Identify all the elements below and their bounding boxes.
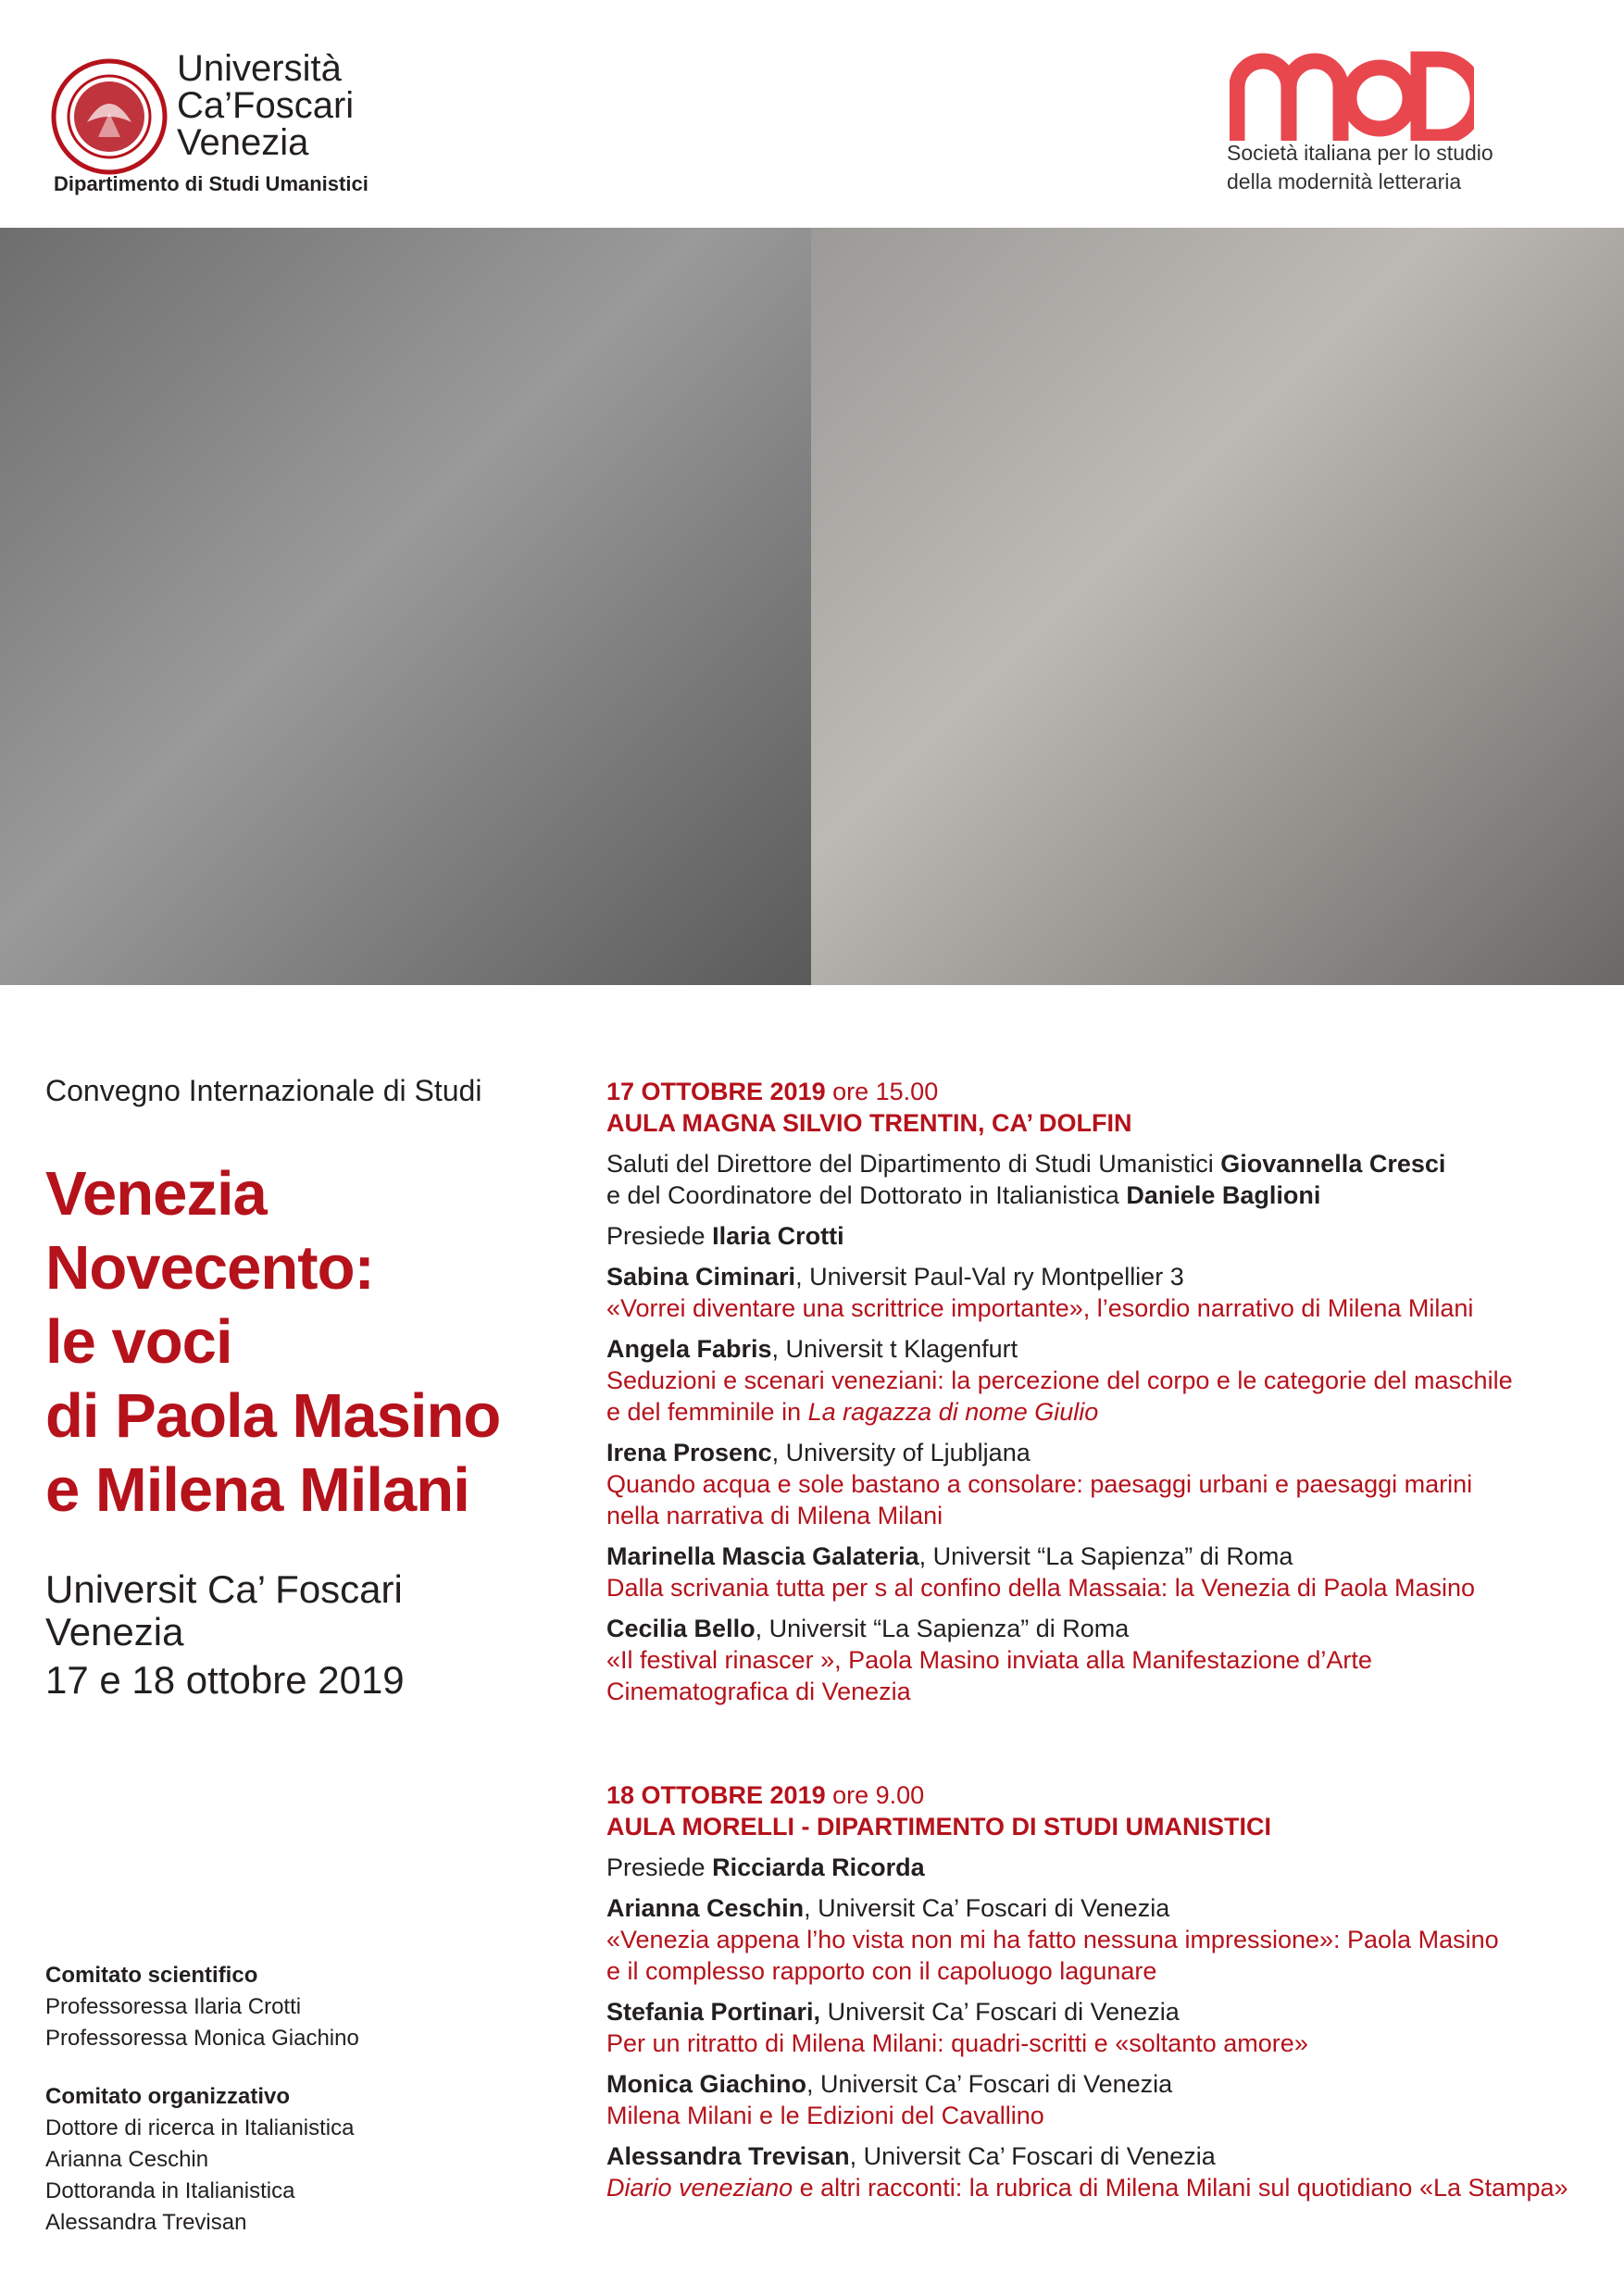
greetings-text: e del Coordinatore del Dottorato in Italianistica (606, 1181, 1127, 1209)
portrait-photo-paola-masino (0, 228, 811, 985)
talk (606, 2140, 1568, 2203)
university-name (177, 50, 354, 161)
talk-title: e altri racconti: la rubrica di Milena Milani sul quotidiano «La Stampa» (793, 2174, 1568, 2202)
university-seal-logo (50, 57, 169, 176)
event-title (45, 1157, 500, 1528)
talk-title: e del femminile in (606, 1398, 808, 1426)
event-title-line: Venezia (45, 1159, 267, 1229)
talk-speaker: Monica Giachino (606, 2070, 807, 2098)
university-name-line: Università (177, 48, 342, 89)
event-title-line: di Paola Masino (45, 1381, 501, 1451)
talk-title: «Venezia appena l’ho vista non mi ha fatto nessuna impressione»: Paola Masino (606, 1926, 1499, 1953)
talk-title: Quando acqua e sole bastano a consolare: paesaggi urbani e paesaggi marini (606, 1470, 1473, 1498)
talk-speaker: Sabina Ciminari (606, 1263, 796, 1291)
talk-title: Milena Milani e le Edizioni del Cavallino (606, 2102, 1044, 2129)
department-name: Dipartimento di Studi Umanistici (54, 172, 369, 195)
talk-title: Cinematografica di Venezia (606, 1678, 911, 1705)
talk (606, 1333, 1513, 1428)
committee-member: Dottoranda in Italianistica (45, 2178, 295, 2203)
talk-title: «Il festival rinascer », Paola Masino inviata alla Manifestazione d’Arte (606, 1646, 1372, 1674)
talk-affiliation: , Universit “La Sapienza” di Roma (918, 1542, 1293, 1570)
talk-speaker: Irena Prosenc (606, 1439, 772, 1466)
mod-logo (1230, 44, 1474, 141)
program-day-1 (606, 1076, 1513, 1707)
talk (606, 1892, 1568, 1987)
talk (606, 1541, 1513, 1603)
event-title-line: Novecento: (45, 1233, 374, 1303)
event-place-line: Universit Ca’ Foscari (45, 1567, 403, 1611)
event-title-line: e Milena Milani (45, 1455, 469, 1525)
talk-speaker: Stefania Portinari, (606, 1998, 821, 2026)
talk-affiliation: , Universit Ca’ Foscari di Venezia (806, 2070, 1173, 2098)
talk-affiliation: , Universit t Klagenfurt (771, 1335, 1018, 1363)
mod-subtitle-line: della modernità letteraria (1227, 169, 1462, 193)
talk-speaker: Arianna Ceschin (606, 1894, 805, 1922)
committee-member: Professoressa Monica Giachino (45, 2026, 359, 2051)
talk-speaker: Cecilia Bello (606, 1615, 756, 1642)
day-time: ore 9.00 (832, 1781, 925, 1809)
talk-affiliation: , Universit Ca’ Foscari di Venezia (849, 2142, 1216, 2170)
committee-heading: Comitato scientifico (45, 1963, 258, 1988)
greetings-name: Giovannella Cresci (1220, 1150, 1446, 1178)
talk-speaker: Angela Fabris (606, 1335, 772, 1363)
event-place-date (45, 1568, 405, 1702)
talk-title: Dalla scrivania tutta per s al confino della Massaia: la Venezia di Paola Masino (606, 1574, 1476, 1602)
talk-affiliation: Universit Ca’ Foscari di Venezia (820, 1998, 1180, 2026)
mod-subtitle (1227, 139, 1493, 196)
committee-member: Professoressa Ilaria Crotti (45, 1994, 302, 2019)
day-2-venue: AULA MORELLI - DIPARTIMENTO DI STUDI UMANISTICI (606, 1813, 1271, 1841)
day-1-venue: AULA MAGNA SILVIO TRENTIN, CA’ DOLFIN (606, 1109, 1132, 1137)
day-1-date (606, 1076, 1513, 1107)
talk-affiliation: , Universit “La Sapienza” di Roma (755, 1615, 1130, 1642)
greetings-text: Saluti del Direttore del Dipartimento di Studi Umanistici (606, 1150, 1221, 1178)
committee-member: Dottore di ricerca in Italianistica (45, 2115, 355, 2140)
greetings (606, 1148, 1513, 1211)
committee-heading: Comitato organizzativo (45, 2084, 291, 2109)
day-date: 18 OTTOBRE 2019 (606, 1781, 826, 1809)
university-name-line: Venezia (177, 122, 309, 163)
talk-title: Per un ritratto di Milena Milani: quadri-scritti e «soltanto amore» (606, 2029, 1308, 2057)
event-type: Convegno Internazionale di Studi (45, 1074, 482, 1107)
talk-title: «Vorrei diventare una scrittrice importante», l’esordio narrativo di Milena Milani (606, 1294, 1474, 1322)
committee-member: Arianna Ceschin (45, 2147, 209, 2172)
chair-name: Ricciarda Ricorda (712, 1853, 925, 1881)
event-place-line: Venezia (45, 1610, 184, 1653)
committee-member: Alessandra Trevisan (45, 2210, 247, 2235)
day-time: ore 15.00 (832, 1078, 939, 1105)
chair-label: Presiede (606, 1222, 713, 1250)
greetings-name: Daniele Baglioni (1126, 1181, 1321, 1209)
chair-name: Ilaria Crotti (712, 1222, 844, 1250)
talk-affiliation: , Universit Paul-Val ry Montpellier 3 (795, 1263, 1184, 1291)
talk-title: Seduzioni e scenari veneziani: la percezione del corpo e le categorie del maschile (606, 1366, 1513, 1394)
talk (606, 1261, 1513, 1324)
chair (606, 1220, 1513, 1252)
talk (606, 2068, 1568, 2131)
day-date: 17 OTTOBRE 2019 (606, 1078, 826, 1105)
talk (606, 1437, 1513, 1531)
chair-label: Presiede (606, 1853, 713, 1881)
talk-title: nella narrativa di Milena Milani (606, 1502, 943, 1529)
talk (606, 1613, 1513, 1707)
portrait-photo-milena-milani (811, 228, 1624, 985)
talk-speaker: Alessandra Trevisan (606, 2142, 850, 2170)
talk-title: e il complesso rapporto con il capoluogo lagunare (606, 1957, 1157, 1985)
organizing-committee (45, 2081, 354, 2239)
event-title-line: le voci (45, 1307, 232, 1377)
program-day-2 (606, 1779, 1568, 2203)
talk-title-italic: Diario veneziano (606, 2174, 793, 2202)
talk-affiliation: , Universit Ca’ Foscari di Venezia (804, 1894, 1170, 1922)
talk (606, 1996, 1568, 2059)
talk-title-italic: La ragazza di nome Giulio (807, 1398, 1099, 1426)
day-2-date (606, 1779, 1568, 1811)
chair (606, 1852, 1568, 1883)
scientific-committee (45, 1960, 359, 2054)
university-name-line: Ca’Foscari (177, 85, 355, 126)
mod-subtitle-line: Società italiana per lo studio (1227, 141, 1493, 165)
talk-speaker: Marinella Mascia Galateria (606, 1542, 919, 1570)
talk-affiliation: , University of Ljubljana (771, 1439, 1031, 1466)
event-date-line: 17 e 18 ottobre 2019 (45, 1658, 405, 1702)
